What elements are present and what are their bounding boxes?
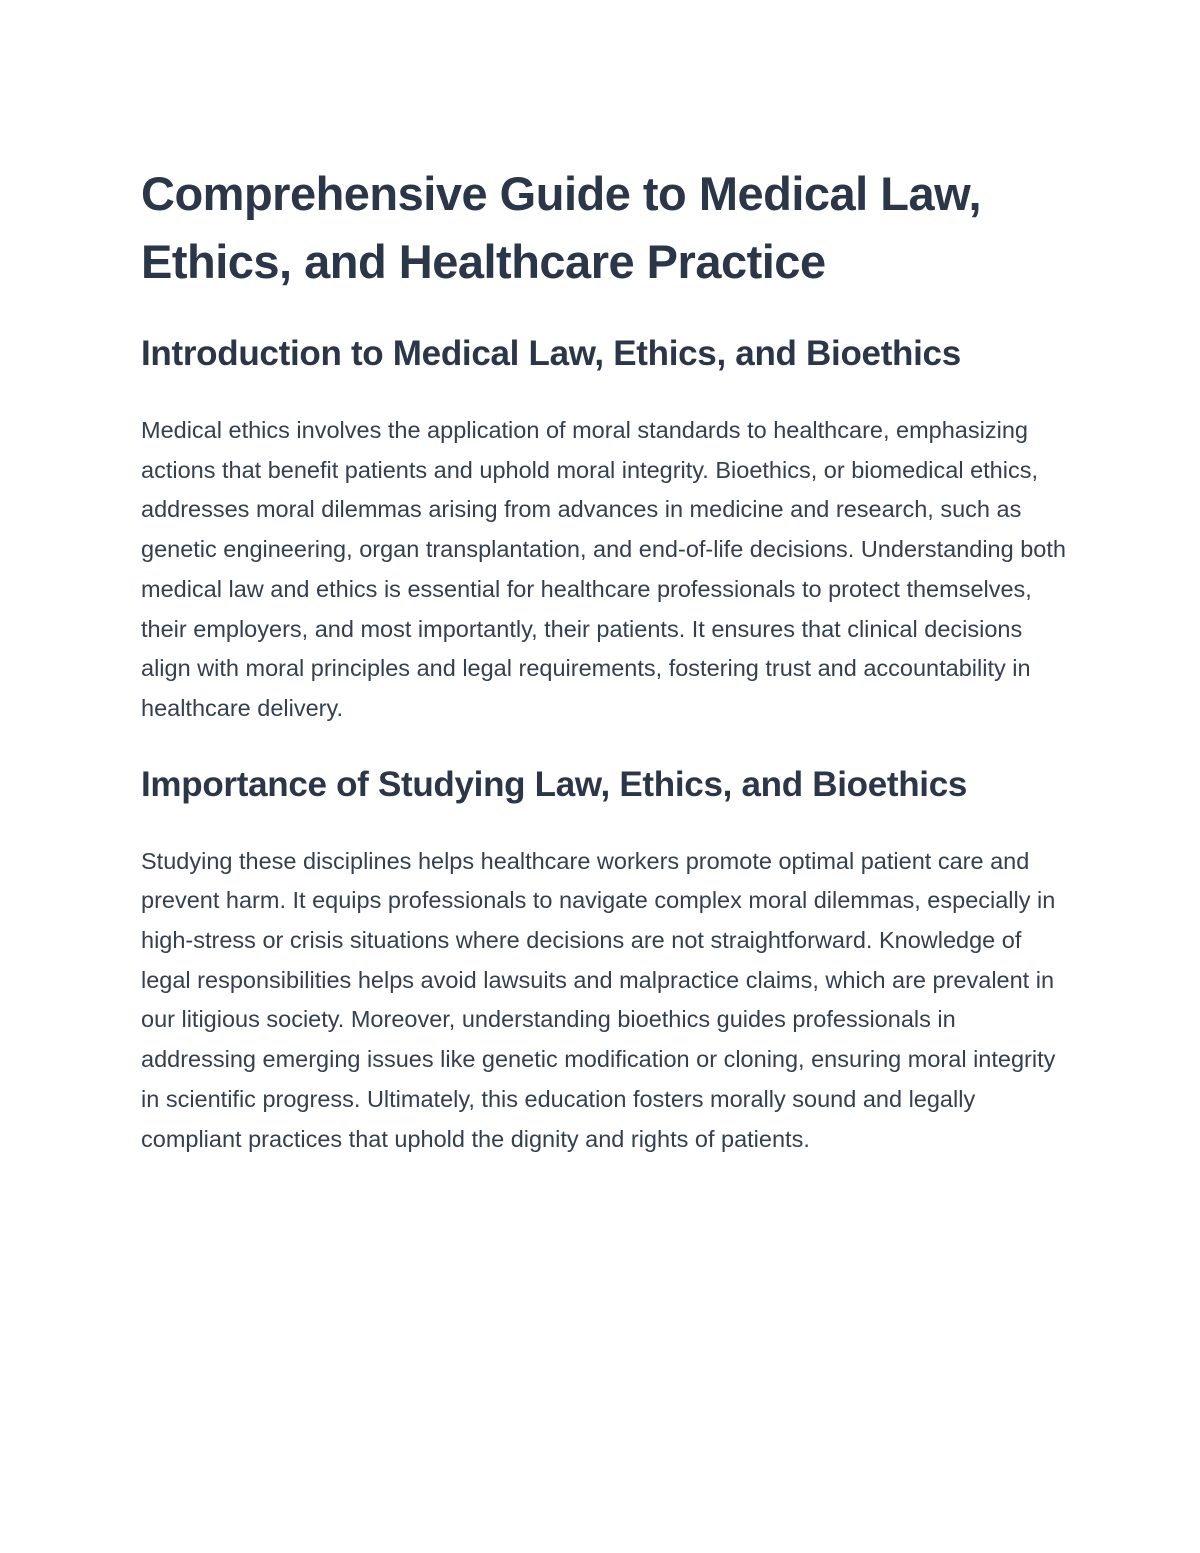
section-body-importance: Studying these disciplines helps healthcare workers promote optimal patient care and prevent harm. It equips professionals to navigate complex moral dilemmas, especially in high-stress or crisis situations where decisions are not straightforward. Knowledge of legal responsibilities helps avoid lawsuits and malpractice claims, which are prevalent in our litigious society. Moreover, understanding bioethics guides professionals in addressing emerging issues like genetic modification or cloning, ensuring moral integrity in scientific progress. Ultimately, this education fosters morally sound and legally compliant practices that uphold the dignity and rights of patients.	[141, 847, 1056, 1152]
document-page	[141, 160, 1071, 1159]
section-body-introduction: Medical ethics involves the application of moral standards to healthcare, emphasizing actions that benefit patients and uphold moral integrity. Bioethics, or biomedical ethics, addresses moral dilemmas arising from advances in medicine and research, such as genetic engineering, organ transplantation, and end-of-life decisions. Understanding both medical law and ethics is essential for healthcare professionals to protect themselves, their employers, and most importantly, their patients. It ensures that clinical decisions align with moral principles and legal requirements, fostering trust and accountability in healthcare delivery.	[141, 417, 1066, 721]
section-heading-importance: Importance of Studying Law, Ethics, and Bioethics	[141, 764, 968, 804]
section-heading-introduction: Introduction to Medical Law, Ethics, and Bioethics	[141, 334, 961, 373]
document-title: Comprehensive Guide to Medical Law, Ethics, and Healthcare Practice	[141, 167, 981, 288]
